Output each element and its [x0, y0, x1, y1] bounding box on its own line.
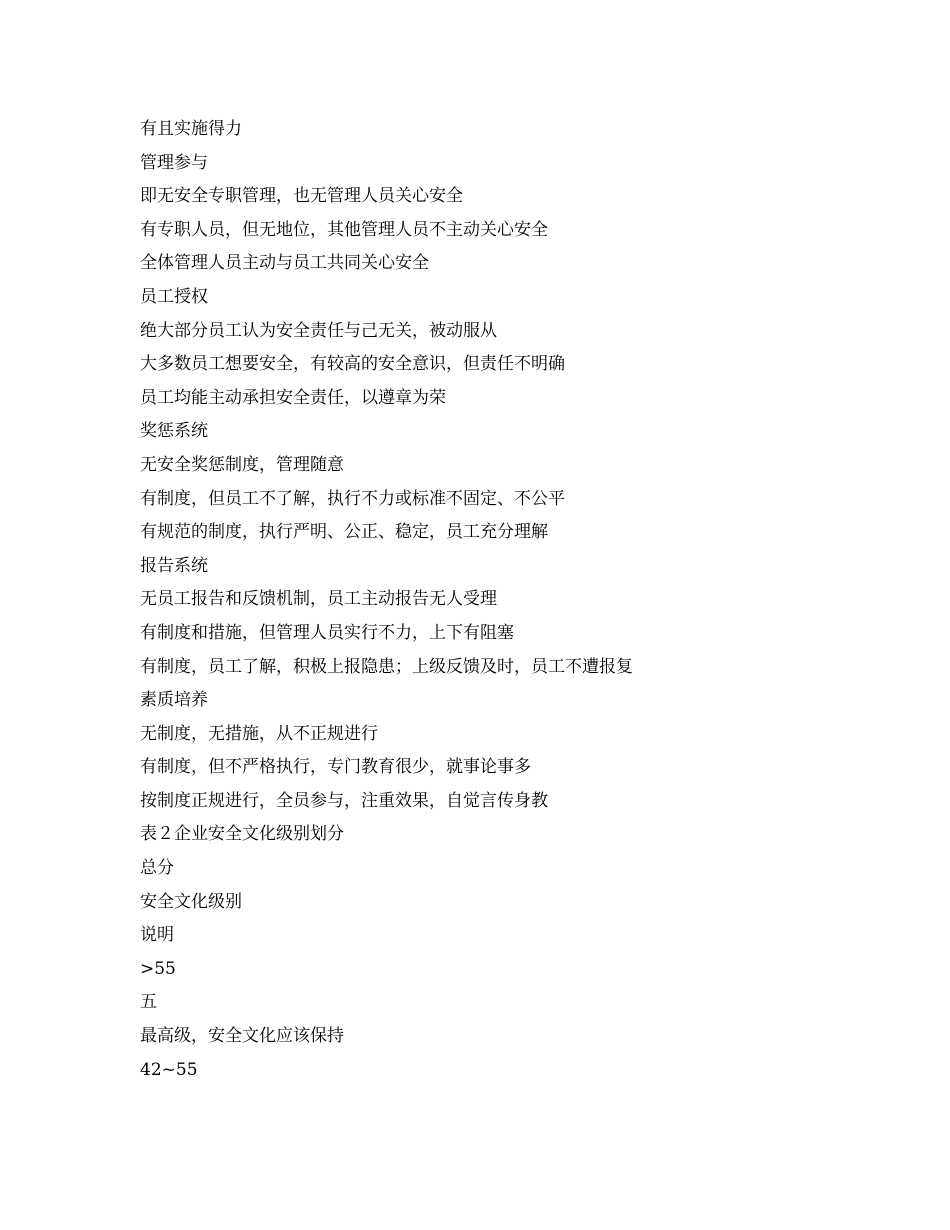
table-cell-score: 42~55 — [140, 1059, 198, 1080]
text-line: 有制度，但员工不了解，执行不力或标准不固定、不公平 — [140, 488, 565, 509]
text-line: 大多数员工想要安全，有较高的安全意识，但责任不明确 — [140, 354, 565, 375]
text-line: 按制度正规进行，全员参与，注重效果，自觉言传身教 — [140, 790, 548, 811]
section-heading-reporting-system: 报告系统 — [140, 555, 208, 576]
text-line: 绝大部分员工认为安全责任与己无关，被动服从 — [140, 320, 497, 341]
text-line: 无制度，无措施，从不正规进行 — [140, 723, 378, 744]
text-line: 全体管理人员主动与员工共同关心安全 — [140, 253, 429, 274]
section-heading-management-participation: 管理参与 — [140, 152, 208, 173]
text-line: 有制度和措施，但管理人员实行不力，上下有阻塞 — [140, 622, 514, 643]
text-line: 有规范的制度，执行严明、公正、稳定，员工充分理解 — [140, 522, 548, 543]
section-heading-reward-punishment-system: 奖惩系统 — [140, 421, 208, 442]
text-line: 有制度，但不严格执行，专门教育很少，就事论事多 — [140, 757, 531, 778]
text-line: 无员工报告和反馈机制，员工主动报告无人受理 — [140, 589, 497, 610]
table-caption: 表２企业安全文化级别划分 — [140, 824, 344, 845]
table-header-description: 说明 — [140, 925, 174, 946]
text-line: 有且实施得力 — [140, 119, 242, 139]
table-cell-score: >55 — [140, 958, 176, 979]
text-line: 无安全奖惩制度，管理随意 — [140, 454, 344, 475]
text-line: 员工均能主动承担安全责任，以遵章为荣 — [140, 387, 446, 408]
table-cell-level: 五 — [140, 992, 157, 1013]
section-heading-employee-empowerment: 员工授权 — [140, 286, 208, 307]
text-line: 有专职人员，但无地位，其他管理人员不主动关心安全 — [140, 219, 548, 240]
text-line: 即无安全专职管理，也无管理人员关心安全 — [140, 186, 463, 207]
table-header-culture-level: 安全文化级别 — [140, 891, 242, 912]
text-line: 有制度，员工了解，积极上报隐患；上级反馈及时，员工不遭报复 — [140, 656, 633, 677]
section-heading-quality-training: 素质培养 — [140, 690, 208, 711]
document-body — [140, 113, 840, 1087]
table-header-total-score: 总分 — [140, 858, 174, 879]
table-cell-description: 最高级，安全文化应该保持 — [140, 1026, 344, 1047]
